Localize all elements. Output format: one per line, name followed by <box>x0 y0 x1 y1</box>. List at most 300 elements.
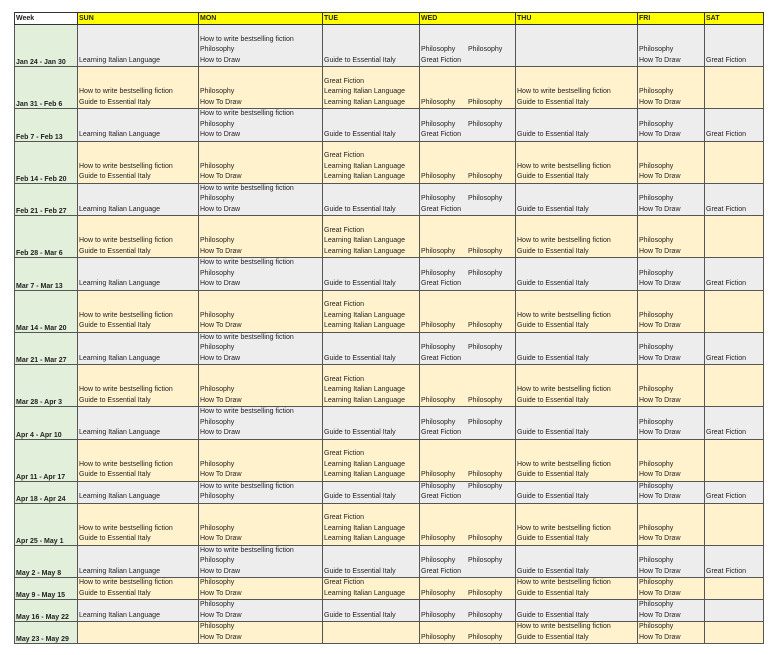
day-cell-sat[interactable] <box>705 600 764 622</box>
course-entry: Guide to Essential Italy <box>79 322 151 329</box>
course-entry: Philosophy <box>421 247 456 255</box>
header-cell[interactable]: SUN <box>78 13 199 25</box>
header-cell[interactable]: TUE <box>323 13 420 25</box>
day-cell-thu[interactable] <box>516 25 638 67</box>
day-cell-fri[interactable] <box>638 183 705 216</box>
day-cell-tue[interactable] <box>323 545 420 578</box>
header-cell[interactable]: THU <box>516 13 638 25</box>
course-entry: Guide to Essential Italy <box>79 535 151 542</box>
course-entry: Learning Italian Language <box>324 589 405 597</box>
wed-line <box>421 492 514 503</box>
course-entry: How To Draw <box>639 396 681 404</box>
day-cell-thu[interactable] <box>516 290 638 332</box>
day-cell-wed[interactable] <box>420 439 516 481</box>
day-cell-tue[interactable] <box>323 67 420 109</box>
week-label[interactable]: Feb 14 - Feb 20 <box>15 141 78 183</box>
course-entry: Philosophy <box>639 88 674 95</box>
day-cell-wed[interactable] <box>420 622 516 644</box>
course-entry: Guide to Essential Italy <box>517 611 589 619</box>
course-entry: How To Draw <box>200 611 242 619</box>
day-cell-tue[interactable] <box>323 578 420 600</box>
course-entry: Guide to Essential Italy <box>79 589 151 597</box>
day-cell-mon[interactable] <box>199 503 323 545</box>
day-cell-wed[interactable] <box>420 216 516 258</box>
course-entry: Philosophy <box>468 195 503 202</box>
day-cell-sat[interactable] <box>705 332 764 365</box>
course-entry: Philosophy <box>639 237 674 244</box>
week-label[interactable]: Feb 28 - Mar 6 <box>15 216 78 258</box>
day-cell-sun[interactable] <box>78 407 199 440</box>
week-label[interactable]: Apr 18 - Apr 24 <box>15 481 78 503</box>
course-entry: Learning Italian Language <box>324 311 405 319</box>
day-cell-sat[interactable] <box>705 141 764 183</box>
wed-line <box>421 130 514 141</box>
course-entry: Philosophy <box>639 460 674 468</box>
wed-line <box>421 470 514 481</box>
wed-line <box>421 205 514 216</box>
day-cell-sun[interactable] <box>78 365 199 407</box>
day-cell-wed[interactable] <box>420 67 516 109</box>
day-cell-sat[interactable] <box>705 545 764 578</box>
day-cell-sun[interactable] <box>78 622 199 644</box>
course-entry: How to write bestselling fiction <box>517 386 611 393</box>
course-entry: How To Draw <box>639 98 681 106</box>
course-entry: Great Fiction <box>706 56 747 64</box>
course-entry: Guide to Essential Italy <box>517 322 589 329</box>
day-cell-wed[interactable] <box>420 258 516 291</box>
day-cell-sun[interactable] <box>78 545 199 578</box>
day-cell-tue[interactable] <box>323 109 420 142</box>
course-entry: Philosophy <box>468 482 503 490</box>
header-cell[interactable]: WED <box>420 13 516 25</box>
course-entry: Philosophy <box>421 98 456 106</box>
course-entry: Great Fiction <box>324 77 365 85</box>
day-cell-sat[interactable] <box>705 503 764 545</box>
course-entry: Philosophy <box>639 311 674 319</box>
wed-line <box>421 482 514 493</box>
course-entry: How to write bestselling fiction <box>517 579 611 586</box>
course-entry: Philosophy <box>468 344 503 351</box>
week-label[interactable]: Jan 24 - Jan 30 <box>15 25 78 67</box>
course-entry: How To Draw <box>200 471 242 478</box>
day-cell-sun[interactable] <box>78 332 199 365</box>
course-entry: Philosophy <box>200 601 235 608</box>
schedule-table <box>14 12 764 644</box>
day-cell-thu[interactable] <box>516 545 638 578</box>
day-cell-thu[interactable] <box>516 365 638 407</box>
header-cell[interactable]: MON <box>199 13 323 25</box>
course-entry: Great Fiction <box>706 205 747 213</box>
day-cell-sat[interactable] <box>705 481 764 503</box>
day-cell-thu[interactable] <box>516 141 638 183</box>
week-row <box>15 622 764 644</box>
course-entry: Great Fiction <box>421 429 462 436</box>
course-entry: Guide to Essential Italy <box>517 173 589 180</box>
week-label[interactable]: Feb 21 - Feb 27 <box>15 183 78 216</box>
course-entry: How to write bestselling fiction <box>517 524 611 532</box>
course-entry: Great Fiction <box>706 131 747 138</box>
day-cell-wed[interactable] <box>420 503 516 545</box>
course-entry: Philosophy <box>639 46 674 53</box>
day-cell-wed[interactable] <box>420 25 516 67</box>
course-entry: Philosophy <box>421 46 456 53</box>
course-entry: Great Fiction <box>706 429 747 436</box>
day-cell-fri[interactable] <box>638 439 705 481</box>
course-entry: Great Fiction <box>421 354 462 362</box>
course-entry: Great Fiction <box>324 301 365 308</box>
wed-line <box>421 279 514 290</box>
course-entry: Philosophy <box>468 535 503 542</box>
day-cell-sun[interactable] <box>78 141 199 183</box>
wed-line <box>421 194 514 205</box>
day-cell-sun[interactable] <box>78 183 199 216</box>
day-cell-fri[interactable] <box>638 216 705 258</box>
course-entry: Learning Italian Language <box>79 429 160 436</box>
course-entry: Philosophy <box>200 120 235 128</box>
day-cell-mon[interactable] <box>199 481 323 503</box>
course-entry: How To Draw <box>200 589 242 597</box>
course-entry: Philosophy <box>200 460 235 468</box>
day-cell-sat[interactable] <box>705 25 764 67</box>
wed-line <box>421 321 514 332</box>
day-cell-wed[interactable] <box>420 109 516 142</box>
course-entry: Guide to Essential Italy <box>517 205 589 213</box>
week-row <box>15 216 764 258</box>
day-cell-sat[interactable] <box>705 109 764 142</box>
course-entry: Philosophy <box>200 623 235 630</box>
course-entry: Guide to Essential Italy <box>79 173 151 180</box>
day-cell-thu[interactable] <box>516 407 638 440</box>
course-entry: Learning Italian Language <box>324 535 405 542</box>
week-row <box>15 439 764 481</box>
course-entry: How To Draw <box>639 567 681 575</box>
course-entry: Great Fiction <box>324 226 365 234</box>
course-entry: Philosophy <box>468 471 503 478</box>
day-cell-mon[interactable] <box>199 183 323 216</box>
course-entry: How to Draw <box>200 429 241 436</box>
day-cell-fri[interactable] <box>638 600 705 622</box>
day-cell-fri[interactable] <box>638 407 705 440</box>
course-entry: Guide to Essential Italy <box>517 98 589 106</box>
course-entry: Philosophy <box>200 311 235 319</box>
day-cell-fri[interactable] <box>638 25 705 67</box>
day-cell-sat[interactable] <box>705 216 764 258</box>
wed-line <box>421 396 514 407</box>
day-cell-sun[interactable] <box>78 25 199 67</box>
wed-line <box>421 428 514 439</box>
week-label[interactable]: May 9 - May 15 <box>15 578 78 600</box>
day-cell-tue[interactable] <box>323 503 420 545</box>
day-cell-fri[interactable] <box>638 109 705 142</box>
day-cell-tue[interactable] <box>323 481 420 503</box>
course-entry: Guide to Essential Italy <box>324 205 396 213</box>
day-cell-wed[interactable] <box>420 545 516 578</box>
day-cell-fri[interactable] <box>638 258 705 291</box>
course-entry: How To Draw <box>639 535 681 542</box>
course-entry: Philosophy <box>468 557 503 564</box>
day-cell-mon[interactable] <box>199 600 323 622</box>
course-entry: Guide to Essential Italy <box>517 396 589 404</box>
wed-line <box>421 269 514 280</box>
week-label[interactable]: Apr 25 - May 1 <box>15 503 78 545</box>
course-entry: Philosophy <box>468 247 503 255</box>
course-entry: How to Draw <box>200 354 241 362</box>
course-entry: Guide to Essential Italy <box>324 429 396 436</box>
course-entry: Philosophy <box>421 396 456 404</box>
course-entry: How To Draw <box>639 493 681 500</box>
week-label[interactable]: May 23 - May 29 <box>15 622 78 644</box>
day-cell-tue[interactable] <box>323 439 420 481</box>
day-cell-mon[interactable] <box>199 25 323 67</box>
course-entry: Learning Italian Language <box>324 322 405 329</box>
course-entry: Learning Italian Language <box>79 611 160 619</box>
day-cell-wed[interactable] <box>420 578 516 600</box>
course-entry: Philosophy <box>639 195 674 202</box>
day-cell-sat[interactable] <box>705 622 764 644</box>
day-cell-wed[interactable] <box>420 481 516 503</box>
day-cell-fri[interactable] <box>638 622 705 644</box>
day-cell-mon[interactable] <box>199 365 323 407</box>
day-cell-fri[interactable] <box>638 290 705 332</box>
week-label[interactable]: Apr 11 - Apr 17 <box>15 439 78 481</box>
wed-line <box>421 567 514 578</box>
course-entry: Guide to Essential Italy <box>324 611 396 619</box>
day-cell-wed[interactable] <box>420 290 516 332</box>
course-entry: Learning Italian Language <box>324 98 405 106</box>
course-entry: Philosophy <box>639 418 674 426</box>
wed-line <box>421 120 514 131</box>
day-cell-sat[interactable] <box>705 67 764 109</box>
course-entry: How to write bestselling fiction <box>79 524 173 532</box>
day-cell-tue[interactable] <box>323 183 420 216</box>
course-entry: Guide to Essential Italy <box>517 247 589 255</box>
course-entry: How to write bestselling fiction <box>79 88 173 95</box>
wed-line <box>421 611 514 622</box>
course-entry: Learning Italian Language <box>324 88 405 95</box>
day-cell-mon[interactable] <box>199 545 323 578</box>
week-label[interactable]: Feb 7 - Feb 13 <box>15 109 78 142</box>
day-cell-sun[interactable] <box>78 109 199 142</box>
day-cell-thu[interactable] <box>516 600 638 622</box>
course-entry: Guide to Essential Italy <box>79 396 151 404</box>
day-cell-sat[interactable] <box>705 407 764 440</box>
course-entry: Philosophy <box>468 396 503 404</box>
day-cell-sat[interactable] <box>705 578 764 600</box>
day-cell-mon[interactable] <box>199 622 323 644</box>
course-entry: Philosophy <box>421 120 456 128</box>
course-entry: Philosophy <box>639 386 674 393</box>
course-entry: Philosophy <box>421 418 456 426</box>
day-cell-sat[interactable] <box>705 258 764 291</box>
week-row <box>15 25 764 67</box>
day-cell-wed[interactable] <box>420 332 516 365</box>
course-entry: Great Fiction <box>706 354 747 362</box>
day-cell-sun[interactable] <box>78 600 199 622</box>
course-entry: Guide to Essential Italy <box>517 589 589 597</box>
week-label[interactable]: Mar 7 - Mar 13 <box>15 258 78 291</box>
day-cell-thu[interactable] <box>516 578 638 600</box>
course-entry: Guide to Essential Italy <box>324 280 396 287</box>
day-cell-sun[interactable] <box>78 258 199 291</box>
day-cell-sun[interactable] <box>78 481 199 503</box>
day-cell-sun[interactable] <box>78 67 199 109</box>
week-label[interactable]: Mar 21 - Mar 27 <box>15 332 78 365</box>
day-cell-wed[interactable] <box>420 183 516 216</box>
course-entry: Learning Italian Language <box>79 280 160 287</box>
course-entry: Guide to Essential Italy <box>324 354 396 362</box>
day-cell-sun[interactable] <box>78 216 199 258</box>
week-row <box>15 258 764 291</box>
course-entry: How to Draw <box>200 280 241 287</box>
week-row <box>15 545 764 578</box>
course-entry: Great Fiction <box>421 493 462 500</box>
week-label[interactable]: May 16 - May 22 <box>15 600 78 622</box>
day-cell-mon[interactable] <box>199 141 323 183</box>
course-entry: Guide to Essential Italy <box>517 429 589 436</box>
wed-line <box>421 343 514 354</box>
day-cell-sat[interactable] <box>705 439 764 481</box>
course-entry: Philosophy <box>200 418 235 426</box>
course-entry: Great Fiction <box>324 152 365 159</box>
course-entry: How To Draw <box>200 173 242 180</box>
wed-line <box>421 247 514 258</box>
day-cell-thu[interactable] <box>516 439 638 481</box>
course-entry: How to write bestselling fiction <box>79 237 173 244</box>
course-entry: Guide to Essential Italy <box>324 493 396 500</box>
day-cell-tue[interactable] <box>323 622 420 644</box>
course-entry: Philosophy <box>468 322 503 329</box>
day-cell-wed[interactable] <box>420 141 516 183</box>
day-cell-thu[interactable] <box>516 622 638 644</box>
course-entry: How to write bestselling fiction <box>517 311 611 319</box>
day-cell-tue[interactable] <box>323 290 420 332</box>
week-label[interactable]: Mar 14 - Mar 20 <box>15 290 78 332</box>
day-cell-fri[interactable] <box>638 503 705 545</box>
header-cell[interactable]: FRI <box>638 13 705 25</box>
course-entry: Guide to Essential Italy <box>79 471 151 478</box>
day-cell-tue[interactable] <box>323 365 420 407</box>
day-cell-tue[interactable] <box>323 332 420 365</box>
day-cell-mon[interactable] <box>199 258 323 291</box>
day-cell-mon[interactable] <box>199 67 323 109</box>
day-cell-fri[interactable] <box>638 481 705 503</box>
course-entry: Guide to Essential Italy <box>517 535 589 542</box>
day-cell-mon[interactable] <box>199 216 323 258</box>
course-entry: Philosophy <box>421 611 456 619</box>
course-entry: Philosophy <box>200 557 235 564</box>
day-cell-wed[interactable] <box>420 600 516 622</box>
course-entry: How to Draw <box>200 56 241 64</box>
course-entry: Learning Italian Language <box>324 173 405 180</box>
week-label[interactable]: Mar 28 - Apr 3 <box>15 365 78 407</box>
day-cell-sun[interactable] <box>78 290 199 332</box>
course-entry: Philosophy <box>421 173 456 180</box>
course-entry: Learning Italian Language <box>79 205 160 213</box>
course-entry: Great Fiction <box>421 567 462 575</box>
day-cell-tue[interactable] <box>323 600 420 622</box>
course-entry: Learning Italian Language <box>79 567 160 575</box>
week-row <box>15 481 764 503</box>
header-cell[interactable]: SAT <box>705 13 764 25</box>
day-cell-thu[interactable] <box>516 109 638 142</box>
day-cell-fri[interactable] <box>638 141 705 183</box>
day-cell-wed[interactable] <box>420 365 516 407</box>
day-cell-mon[interactable] <box>199 290 323 332</box>
header-row <box>15 13 764 25</box>
course-entry: Great Fiction <box>324 450 365 457</box>
course-entry: Learning Italian Language <box>324 460 405 468</box>
week-label[interactable]: May 2 - May 8 <box>15 545 78 578</box>
day-cell-sun[interactable] <box>78 439 199 481</box>
course-entry: Philosophy <box>468 173 503 180</box>
day-cell-thu[interactable] <box>516 216 638 258</box>
day-cell-thu[interactable] <box>516 183 638 216</box>
course-entry: How to write bestselling fiction <box>517 88 611 95</box>
course-entry: How to write bestselling fiction <box>200 546 294 554</box>
day-cell-mon[interactable] <box>199 109 323 142</box>
day-cell-mon[interactable] <box>199 578 323 600</box>
course-entry: How To Draw <box>639 247 681 255</box>
course-entry: How To Draw <box>200 535 242 542</box>
day-cell-thu[interactable] <box>516 258 638 291</box>
day-cell-tue[interactable] <box>323 216 420 258</box>
week-label[interactable]: Jan 31 - Feb 6 <box>15 67 78 109</box>
course-entry: How to write bestselling fiction <box>200 184 294 192</box>
day-cell-tue[interactable] <box>323 407 420 440</box>
wed-line <box>421 172 514 183</box>
day-cell-mon[interactable] <box>199 439 323 481</box>
course-entry: How to write bestselling fiction <box>200 333 294 341</box>
day-cell-tue[interactable] <box>323 141 420 183</box>
week-label[interactable]: Apr 4 - Apr 10 <box>15 407 78 440</box>
day-cell-mon[interactable] <box>199 407 323 440</box>
day-cell-thu[interactable] <box>516 503 638 545</box>
day-cell-sun[interactable] <box>78 503 199 545</box>
day-cell-fri[interactable] <box>638 545 705 578</box>
day-cell-fri[interactable] <box>638 332 705 365</box>
day-cell-thu[interactable] <box>516 481 638 503</box>
course-entry: Learning Italian Language <box>79 493 160 500</box>
day-cell-fri[interactable] <box>638 67 705 109</box>
day-cell-sat[interactable] <box>705 183 764 216</box>
course-entry: How To Draw <box>639 354 681 362</box>
day-cell-sun[interactable] <box>78 578 199 600</box>
course-entry: How to write bestselling fiction <box>517 623 611 630</box>
day-cell-fri[interactable] <box>638 578 705 600</box>
course-entry: Philosophy <box>421 269 456 277</box>
day-cell-mon[interactable] <box>199 332 323 365</box>
day-cell-tue[interactable] <box>323 258 420 291</box>
course-entry: Learning Italian Language <box>79 131 160 138</box>
course-entry: Great Fiction <box>324 375 365 383</box>
course-entry: Philosophy <box>200 493 235 500</box>
header-cell[interactable]: Week <box>15 13 78 25</box>
day-cell-sat[interactable] <box>705 365 764 407</box>
day-cell-thu[interactable] <box>516 67 638 109</box>
course-entry: Learning Italian Language <box>79 354 160 362</box>
course-entry: Learning Italian Language <box>324 237 405 244</box>
day-cell-tue[interactable] <box>323 25 420 67</box>
course-entry: Great Fiction <box>706 493 747 500</box>
day-cell-wed[interactable] <box>420 407 516 440</box>
course-entry: How to write bestselling fiction <box>79 460 173 468</box>
day-cell-fri[interactable] <box>638 365 705 407</box>
day-cell-thu[interactable] <box>516 332 638 365</box>
course-entry: Philosophy <box>639 524 674 532</box>
course-entry: How To Draw <box>639 173 681 180</box>
course-entry: How To Draw <box>200 633 242 641</box>
day-cell-sat[interactable] <box>705 290 764 332</box>
